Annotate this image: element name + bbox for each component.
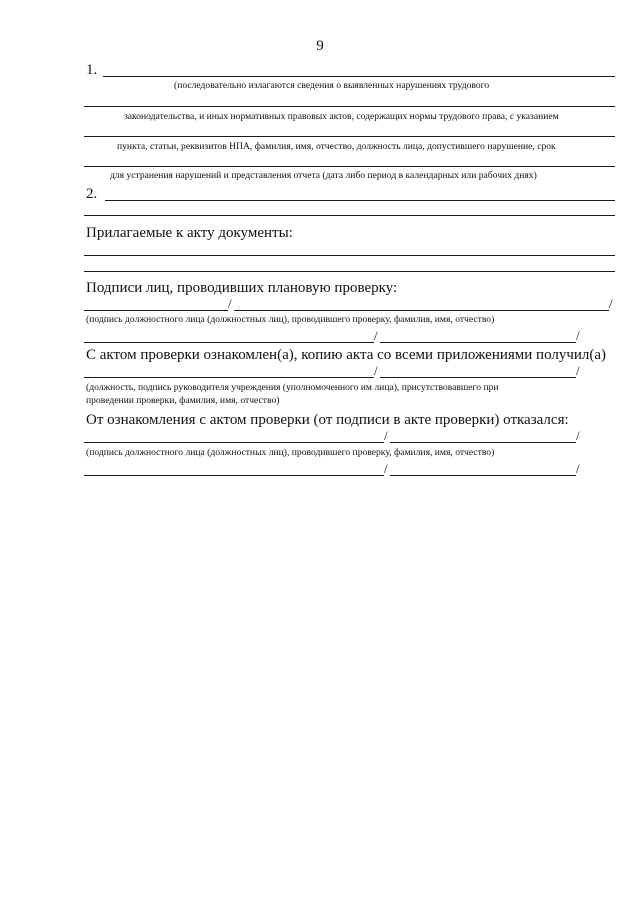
acquainted-hint-line-2: проведении проверки, фамилия, имя, отчество) (86, 395, 280, 406)
attachments-heading: Прилагаемые к акту документы: (86, 225, 293, 241)
refused-hint: (подпись должностного лица (должностных лиц), проводившего проверку, фамилия, имя, отчество) (86, 447, 495, 458)
acquainted-heading: С актом проверки ознакомлен(а), копию акта со всеми приложениями получил(а) (86, 347, 607, 363)
separator-slash: / (384, 461, 388, 476)
page-number: 9 (316, 38, 324, 54)
item-1-fill-line-1[interactable] (103, 76, 615, 77)
refused-signature-line[interactable] (84, 442, 384, 443)
separator-slash: / (576, 328, 580, 343)
separator-slash: / (374, 363, 378, 378)
separator-slash: / (576, 363, 580, 378)
item-1-hint-line-4: для устранения нарушений и представления отчета (дата либо период в календарных или рабочих днях) (110, 170, 537, 181)
item-2-fill-line-2[interactable] (84, 215, 615, 216)
separator-slash: / (609, 296, 613, 311)
acquainted-signature-line[interactable] (84, 377, 374, 378)
item-1-hint-line-2: законодательства, и иных нормативных правовых актов, содержащих нормы трудового права, с указанием (124, 111, 559, 122)
inspectors-hint: (подпись должностного лица (должностных лиц), проводившего проверку, фамилия, имя, отчество) (86, 314, 495, 325)
attachments-line-1[interactable] (84, 255, 615, 256)
acquainted-name-line[interactable] (380, 377, 576, 378)
separator-slash: / (576, 428, 580, 443)
item-1-hint-line-1: (последовательно излагаются сведения о выявленных нарушениях трудового (174, 80, 490, 91)
item-1-fill-line-4[interactable] (84, 166, 615, 167)
inspector-2-signature-line[interactable] (84, 342, 374, 343)
inspector-signature-line[interactable] (84, 310, 228, 311)
separator-slash: / (228, 296, 232, 311)
separator-slash: / (374, 328, 378, 343)
acquainted-hint-line-1: (должность, подпись руководителя учреждения (уполномоченного им лица), присутствовавшего при (86, 382, 499, 393)
inspector-2-name-line[interactable] (380, 342, 576, 343)
refused-2-signature-line[interactable] (84, 475, 384, 476)
item-1-number: 1. (86, 62, 98, 78)
refused-2-name-line[interactable] (390, 475, 576, 476)
inspectors-heading: Подписи лиц, проводивших плановую проверку: (86, 280, 398, 296)
item-1-hint-line-3: пункта, статьи, реквизитов НПА, фамилия, имя, отчество, должность лица, допустившего нарушение, срок (117, 141, 556, 152)
item-1-fill-line-3[interactable] (84, 136, 615, 137)
refused-heading: От ознакомления с актом проверки (от подписи в акте проверки) отказался: (86, 412, 569, 428)
item-2-number: 2. (86, 186, 98, 202)
item-1-fill-line-2[interactable] (84, 106, 615, 107)
separator-slash: / (384, 428, 388, 443)
attachments-line-2[interactable] (84, 271, 615, 272)
inspector-name-line[interactable] (234, 310, 609, 311)
item-2-fill-line-1[interactable] (105, 200, 615, 201)
separator-slash: / (576, 461, 580, 476)
refused-name-line[interactable] (390, 442, 576, 443)
